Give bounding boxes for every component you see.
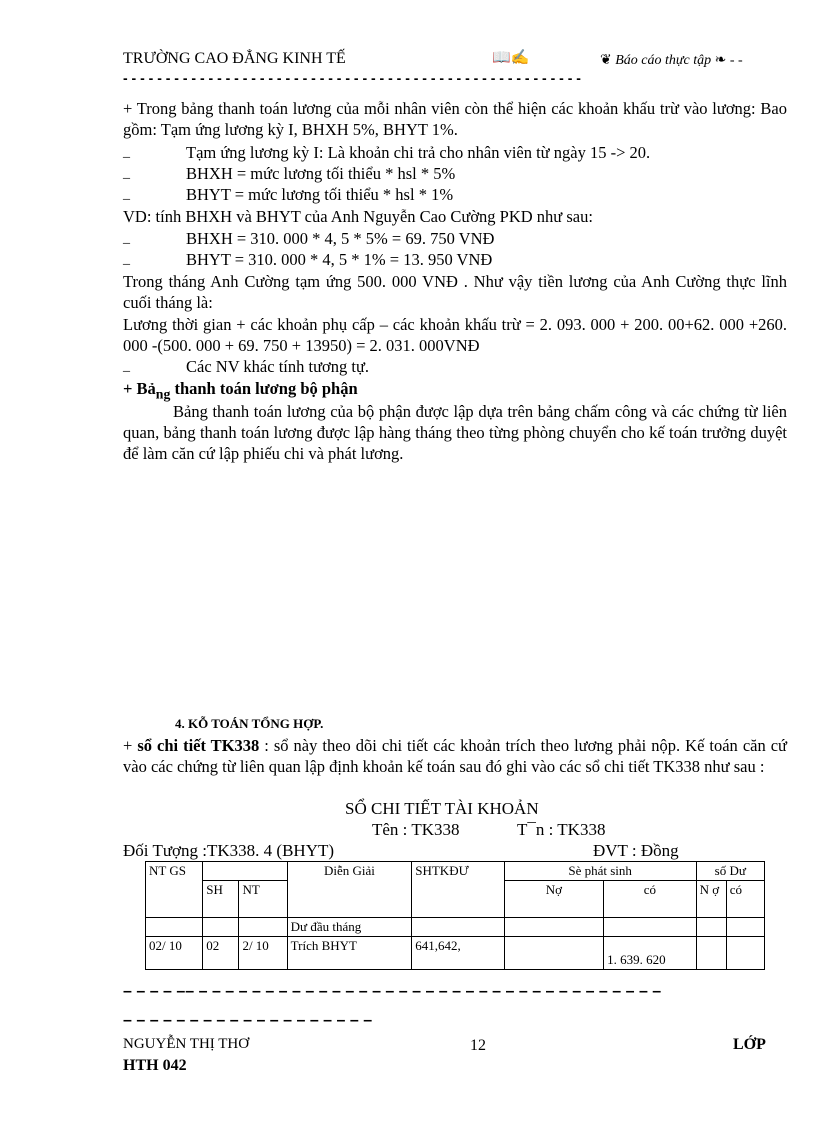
header-co: có: [604, 881, 696, 918]
author-name: NGUYỄN THỊ THƠ: [123, 1036, 250, 1052]
cell-diengiai: Dư đầu tháng: [287, 918, 412, 937]
paragraph-formula: Lương thời gian + các khoản phụ cấp – các khoản khấu trừ = 2. 093. 000 + 200. 00+62. 000 +260. 000 -(500. 000 + 69. 750 + 13950) = 2. 031. 000VNĐ: [123, 315, 787, 355]
ledger-title: SỔ CHI TIẾT TÀI KHOẢN: [345, 799, 539, 818]
report-title: Báo cáo thực tập: [615, 53, 712, 68]
cell-nt: 2/ 10: [239, 937, 287, 970]
list-item-text: BHXH = 310. 000 * 4, 5 * 5% = 69. 750 VNĐ: [186, 229, 495, 248]
header-sh: SH: [203, 881, 239, 918]
list-item-text: BHYT = 310. 000 * 4, 5 * 1% = 13. 950 VNĐ: [186, 250, 493, 269]
account-name-alt: T¯n : TK338: [517, 820, 606, 839]
table-row: [146, 937, 765, 970]
header-sodu: số Dư: [696, 862, 764, 881]
cell-co: 1. 639. 620: [604, 937, 696, 970]
ledger-table: [145, 861, 765, 970]
ornament-left-icon: ❦: [600, 53, 612, 68]
header-ntgs: NT GS: [146, 862, 203, 918]
example-line: VD: tính BHXH và BHYT của Anh Nguyễn Cao Cường PKD như sau:: [123, 207, 593, 226]
account-name: Tên : TK338: [372, 820, 460, 839]
report-label: ❦ Báo cáo thực tập ❧ - -: [600, 53, 743, 68]
table-header-row: [146, 862, 765, 881]
section-title: 4. KỖ TOÁN TỔNG HỢP.: [175, 716, 324, 731]
book-icon: 📖✍: [492, 50, 530, 66]
list-item-text: Các NV khác tính tương tự.: [186, 357, 370, 376]
footer-divider-2: – – – – – – – – – – – – – – – – – – –: [123, 1012, 373, 1029]
list-item-text: BHYT = mức lương tối thiểu * hsl * 1%: [186, 185, 454, 204]
list-item-text: BHXH = mức lương tối thiểu * hsl * 5%: [186, 164, 456, 183]
cell-sh: 02: [203, 937, 239, 970]
header-nt: NT: [239, 881, 287, 918]
header-sodu-no: N ợ: [696, 881, 726, 918]
cell-diengiai: Trích BHYT: [287, 937, 412, 970]
class-code: HTH 042: [123, 1057, 187, 1074]
header-shtk: SHTKĐƯ: [412, 862, 504, 918]
paragraph-department-payroll: Bảng thanh toán lương của bộ phận được lập dựa trên bảng chấm công và các chứng từ liên quan, bảng thanh toán lương được lập hàng tháng theo từng phòng chuyển cho kế toán trưởng duyệt để làm căn cứ lập phiếu chi và phát lương.: [123, 402, 787, 463]
ornament-right-icon: ❧: [714, 53, 727, 68]
header-sodu-co: có: [726, 881, 764, 918]
list-item: _: [123, 145, 130, 160]
table-row: [146, 918, 765, 937]
ledger-subject: Đối Tượng :TK338. 4 (BHYT): [123, 841, 335, 860]
header-divider: - - - - - - - - - - - - - - - - - - - - - - - - - - - - - - - - - - - - - - - - - - - - - - - - - - - - - -: [123, 70, 581, 86]
footer-divider: – – – – –– – – – – – – – – – – – – – – – – – – – – – – – – – – – – – – – – – – –: [123, 983, 662, 1000]
school-name: TRƯỜNG CAO ĐẲNG KINH TẾ: [123, 50, 346, 67]
page-number: 12: [470, 1037, 486, 1054]
class-label: LỚP: [733, 1036, 766, 1053]
cell-shtk: 641,642,: [412, 937, 504, 970]
header-no: Nợ: [504, 881, 603, 918]
paragraph-deductions: + Trong bảng thanh toán lương của mỗi nhân viên còn thể hiện các khoản khấu trừ vào lương: Bao gồm: Tạm ứng lương kỳ I, BHXH 5%, BHYT 1%.: [123, 99, 787, 139]
header-diengiai: Diễn Giải: [287, 862, 412, 918]
paragraph-advance: Trong tháng Anh Cường tạm ứng 500. 000 VNĐ . Như vậy tiền lương của Anh Cường thực lĩnh cuối tháng là:: [123, 272, 787, 312]
header-phatsinh: Sè phát sinh: [504, 862, 696, 881]
list-item-text: Tạm ứng lương kỳ I: Là khoản chi trả cho nhân viên từ ngày 15 -> 20.: [186, 143, 651, 162]
cell-ntgs: 02/ 10: [146, 937, 203, 970]
section-heading: + Bả$_{ng}$ thanh toán lương bộ phận: [123, 379, 358, 402]
ledger-term: sổ chi tiết TK338: [137, 736, 260, 755]
ledger-unit: ĐVT : Đồng: [593, 841, 679, 860]
paragraph-ledger-intro: + sổ chi tiết TK338 : sổ này theo dõi chi tiết các khoản trích theo lương phải nộp. Kế toán căn cứ vào các chứng từ liên quan lập định khoản kế toán sau đó ghi vào các sổ chi tiết TK338 như sau :: [123, 736, 787, 776]
